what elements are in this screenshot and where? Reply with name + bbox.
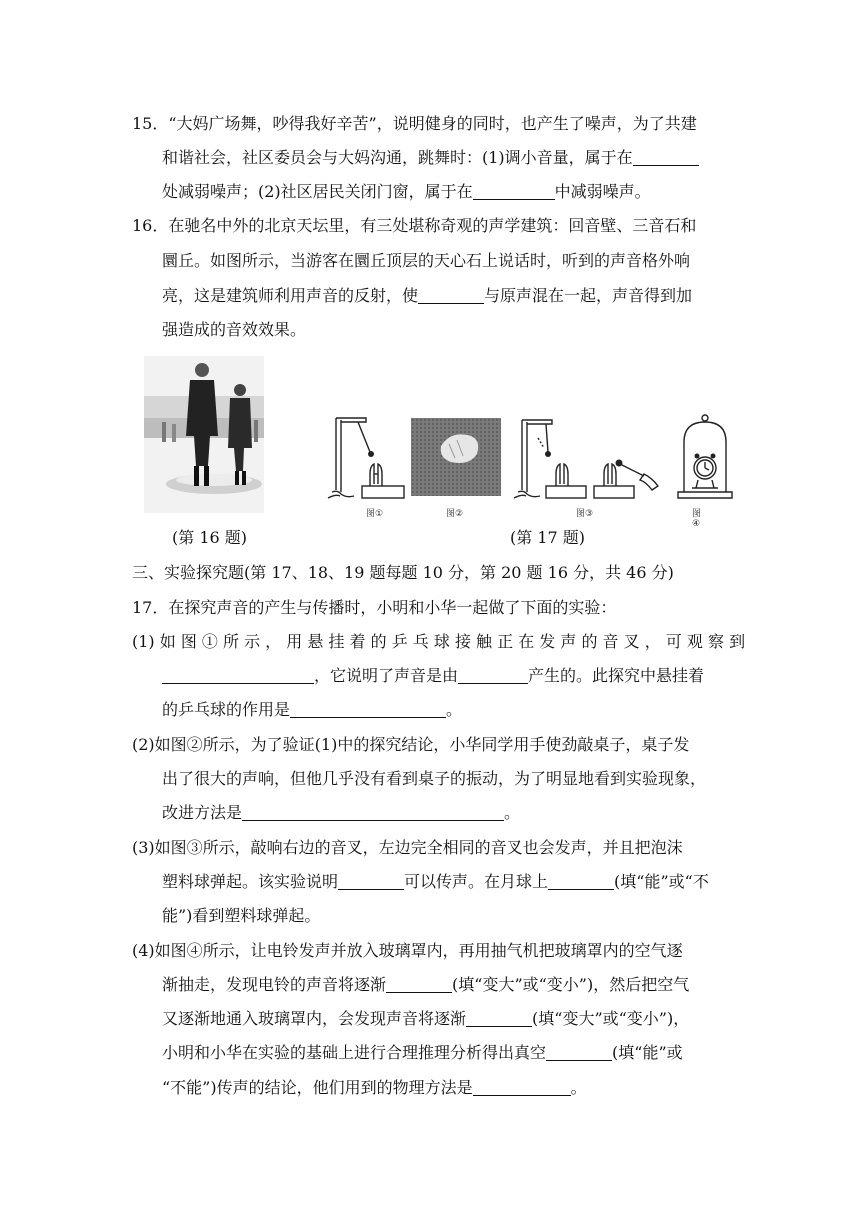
q17-part3-line-1: (3)如图③所示，敲响右边的音叉，左边完全相同的音叉也会发声，并且把泡沫 (132, 838, 683, 857)
q15-text: 中减弱噪声。 (554, 182, 651, 201)
answer-blank[interactable] (633, 149, 699, 166)
figure-1-tuning-fork-pendulum (326, 408, 406, 516)
q17-text: (填“变大”或“变小”)，然后把空气 (452, 975, 690, 994)
q17-part1-line-1: (1) 如 图 ① 所 示 ， 用 悬 挂 着 的 乒 乓 球 接 触 正 在 发 声 的 音 叉 ， 可 观 察 到 (132, 632, 746, 651)
q17-text: (填“变大”或“变小”)， (532, 1009, 690, 1028)
figure-3-two-tuning-forks (512, 408, 662, 516)
figures-row (140, 356, 702, 529)
q17-text: 渐抽走，发现电铃的声音将逐渐 (162, 975, 387, 994)
caption-q17: (第 17 题) (510, 528, 586, 547)
q17-text: 。 (446, 700, 463, 719)
figure-2-label: 图② (446, 509, 464, 519)
section-heading: 三、实验探究题(第 17、18、19 题每题 10 分，第 20 题 16 分，共 46 分) (132, 563, 674, 582)
tiantan-photo (144, 356, 264, 513)
figure-4-label: 图④ (692, 509, 702, 529)
answer-blank[interactable] (458, 667, 528, 684)
q17-text: 又逐渐地通入玻璃罩内，会发现声音将逐渐 (162, 1009, 467, 1028)
q17-text: 可以传声。在月球上 (404, 872, 549, 891)
q17-part1-line-3 (162, 700, 462, 720)
q17-part4-line-1: (4)如图④所示，让电铃发声并放入玻璃罩内，再用抽气机把玻璃罩内的空气逐 (132, 941, 683, 960)
q16-text: 圜丘。如图所示，当游客在圜丘顶层的天心石上说话时，听到的声音格外响 (162, 251, 691, 270)
q15-text: 15．“大妈广场舞，吵得我好辛苦”，说明健身的同时，也产生了噪声，为了共建 (132, 114, 697, 133)
q17-part3-line-2 (162, 872, 709, 892)
answer-blank[interactable] (162, 667, 314, 684)
tiantan-photo-illustration (144, 356, 264, 513)
q17-part2-line-2: 出了很大的声响，但他几乎没有看到桌子的振动，为了明显地看到实验现象， (162, 769, 707, 788)
q16-line-3 (162, 286, 692, 306)
figure-1-label: 图① (366, 509, 384, 519)
caption-q16: (第 16 题) (172, 528, 248, 547)
q16-text: 强造成的音效效果。 (162, 320, 307, 339)
q16-text: 与原声混在一起，声音得到加 (484, 286, 693, 305)
figure-3-label: 图③ (576, 509, 594, 519)
q17-text: (填“能”或 (612, 1043, 683, 1062)
q17-part4-line-3 (162, 1009, 689, 1029)
figure-4-bell-jar (674, 408, 736, 508)
q17-text: 产生的。此探究中悬挂着 (528, 666, 705, 685)
q16-line-2 (162, 251, 690, 271)
q15-line-2 (162, 148, 699, 168)
q17-text: (填“能”或“不 (614, 872, 709, 891)
answer-blank[interactable] (473, 1079, 571, 1096)
q16-text: 16．在驰名中外的北京天坛里，有三处堪称奇观的声学建筑：回音壁、三音石和 (132, 216, 697, 235)
q17-part2-line-1: (2)如图②所示，为了验证(1)中的探究结论，小华同学用手使劲敲桌子，桌子发 (132, 735, 690, 754)
q16-line-1 (132, 216, 696, 236)
q17-text: ，它说明了声音是由 (314, 666, 459, 685)
q15-line-1 (132, 114, 697, 134)
q17-intro: 17．在探究声音的产生与传播时，小明和小华一起做了下面的实验： (132, 598, 617, 617)
q17-text: 的乒乓球的作用是 (162, 700, 291, 719)
answer-blank[interactable] (473, 183, 555, 200)
q15-line-3 (162, 182, 651, 202)
q17-text: 。 (570, 1078, 587, 1097)
answer-blank[interactable] (290, 701, 446, 718)
q15-text: 和谐社会，社区委员会与大妈沟通，跳舞时：(1)调小音量，属于在 (162, 148, 633, 167)
q17-text: “不能”)传声的结论，他们用到的物理方法是 (162, 1078, 473, 1097)
figure-2-knocking-table-photo (411, 418, 501, 496)
q16-text: 亮，这是建筑师利用声音的反射，使 (162, 286, 419, 305)
q17-text: 。 (504, 803, 521, 822)
answer-blank[interactable] (242, 804, 504, 821)
answer-blank[interactable] (338, 873, 404, 890)
q17-text: 小明和小华在实验的基础上进行合理推理分析得出真空 (162, 1043, 547, 1062)
answer-blank[interactable] (546, 1044, 612, 1061)
q17-part4-line-4 (162, 1043, 683, 1063)
q17-text: 塑料球弹起。该实验说明 (162, 872, 339, 891)
q17-text: 改进方法是 (162, 803, 243, 822)
answer-blank[interactable] (466, 1010, 532, 1027)
answer-blank[interactable] (386, 976, 452, 993)
q17-part4-line-5 (162, 1078, 587, 1098)
answer-blank[interactable] (548, 873, 614, 890)
q15-text: 处减弱噪声；(2)社区居民关闭门窗，属于在 (162, 182, 473, 201)
q17-part2-line-3 (162, 803, 520, 823)
q17-part4-line-2 (162, 975, 689, 995)
answer-blank[interactable] (418, 287, 484, 304)
q16-line-4 (162, 320, 306, 340)
q17-part3-line-3: 能”)看到塑料球弹起。 (162, 906, 321, 925)
q17-part1-line-2 (162, 666, 704, 686)
